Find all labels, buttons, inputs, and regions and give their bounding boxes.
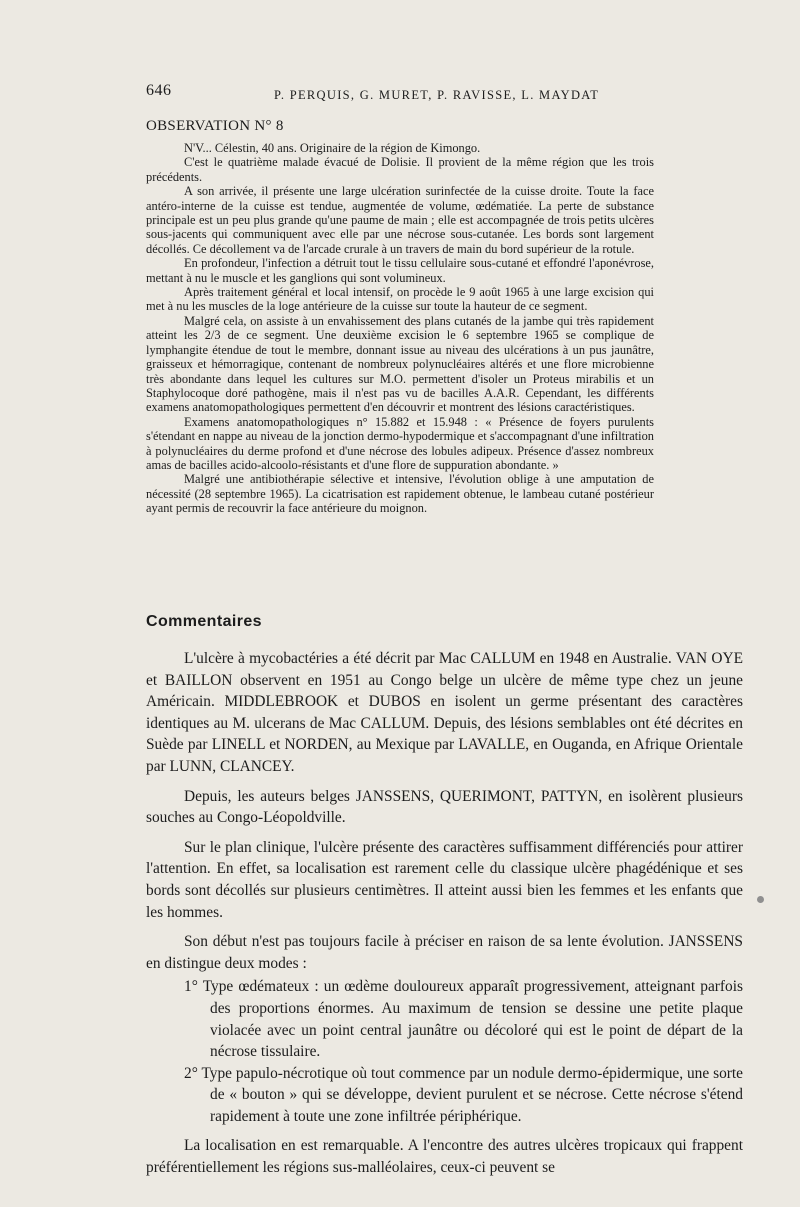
page-number: 646 <box>146 82 172 99</box>
commentaires-body <box>146 648 743 1187</box>
comment-para-3: Sur le plan clinique, l'ulcère présente des caractères suffisamment différenciés pour attirer l'attention. En effet, sa localisation est rarement celle du classique ulcère phagédénique et ses bords sont décollés sur plusieurs centimètres. Il atteint aussi bien les femmes et les enfants que les hommes. <box>146 838 743 921</box>
obs-para-8: Malgré une antibiothérapie sélective et intensive, l'évolution oblige à une amputation de nécessité (28 septembre 1965). La cicatrisation est rapidement obtenue, le lambeau cutané postérieur ayant permis de recouvrir la face antérieure du moignon. <box>146 472 654 516</box>
comment-para-1: L'ulcère à mycobactéries a été décrit par Mac CALLUM en 1948 en Australie. VAN OYE et BAILLON observent en 1951 au Congo belge un ulcère de même type chez un jeune Américain. MIDDLEBROOK et DUBOS en isolent un germe présentant des caractères identiques au M. ulcerans de Mac CALLUM. Depuis, des lésions semblables ont été décrites en Suède par LINELL et NORDEN, au Mexique par LAVALLE, en Ouganda, en Afrique Orientale par LUNN, CLANCEY. <box>146 650 743 775</box>
comment-para-2: Depuis, les auteurs belges JANSSENS, QUERIMONT, PATTYN, en isolèrent plusieurs souches au Congo-Léopoldville. <box>146 787 743 827</box>
obs-para-7: Examens anatomopathologiques n° 15.882 et 15.948 : « Présence de foyers purulents s'étendant en nappe au niveau de la jonction dermo-hypodermique et s'accompagnant d'une infiltration à polynucléaires du derme profond et d'une nécrose des lobules adipeux. Présence d'assez nombreux amas de bacilles acido-alcoolo-résistants et d'une flore de suppuration abondante. » <box>146 414 654 472</box>
obs-para-5: Après traitement général et local intensif, on procède le 9 août 1965 à une large excision qui met à nu les muscles de la loge antérieure de la cuisse sur toute la hauteur de ce segment. <box>146 285 654 314</box>
obs-para-1: N'V... Célestin, 40 ans. Originaire de la région de Kimongo. <box>184 141 481 155</box>
list-item-type-oedemateux: 1° Type œdémateux : un œdème douloureux apparaît progressivement, atteignant parfois des proportions énormes. Au maximum de tension se dessine une petite plaque violacée avec un point central jaunâtre ou décoloré qui est le point de départ de la nécrose tissulaire. <box>184 978 743 1061</box>
list-item-type-papulo-necrotique: 2° Type papulo-nécrotique où tout commence par un nodule dermo-épidermique, une sorte de « bouton » qui se développe, devient purulent et se nécrose. Cette nécrose s'étend rapidement à toute une zone infiltrée périphérique. <box>184 1064 743 1125</box>
obs-para-3: A son arrivée, il présente une large ulcération surinfectée de la cuisse droite. Toute la face antéro-interne de la cuisse est tendue, augmentée de volume, œdématiée. La perte de substance principale est un peu plus grande qu'une paume de main ; elle est accompagnée de trois petits ulcères sous-jacents qui communiquent avec elle par une nécrose sous-cutanée. Les bords sont largement décollés. Ce décollement va de l'arcade crurale à un travers de main du bord supérieur de la rotule. <box>146 184 654 256</box>
obs-para-6: Malgré cela, on assiste à un envahissement des plans cutanés de la jambe qui très rapidement atteint les 2/3 de ce segment. Une deuxième excision le 6 septembre 1965 se complique de lymphangite étendue de tout le membre, donnant issue au niveau des ulcérations à un pus jaunâtre, graisseux et hémorragique, contenant de nombreux polynucléaires altérés et une flore microbienne très abondante dans lequel les cultures sur M.O. permettent d'isoler un Proteus mirabilis et un Staphylocoque doré pathogène, mais il n'est pas vu de bacilles A.A.R. Cependant, les différents examens anatomopathologiques permettent d'en découvrir et montrent des lésions caractéristiques. <box>146 313 654 415</box>
observation-body <box>146 141 654 516</box>
comment-para-4: Son début n'est pas toujours facile à préciser en raison de sa lente évolution. JANSSENS en distingue deux modes : <box>146 933 743 972</box>
obs-para-4: En profondeur, l'infection a détruit tout le tissu cellulaire sous-cutané et effondré l'aponévrose, mettant à nu le muscle et les ganglions qui sont volumineux. <box>146 256 654 285</box>
comment-para-7: La localisation en est remarquable. A l'encontre des autres ulcères tropicaux qui frappent préférentiellement les régions sus-malléolaires, ceux-ci peuvent se <box>146 1137 743 1177</box>
observation-title: OBSERVATION N° 8 <box>146 118 284 134</box>
obs-para-2: C'est le quatrième malade évacué de Dolisie. Il provient de la même région que les trois précédents. <box>146 155 654 184</box>
running-authors: P. PERQUIS, G. MURET, P. RAVISSE, L. MAYDAT <box>274 88 600 102</box>
section-heading: Commentaires <box>146 613 262 630</box>
margin-mark <box>757 896 764 903</box>
